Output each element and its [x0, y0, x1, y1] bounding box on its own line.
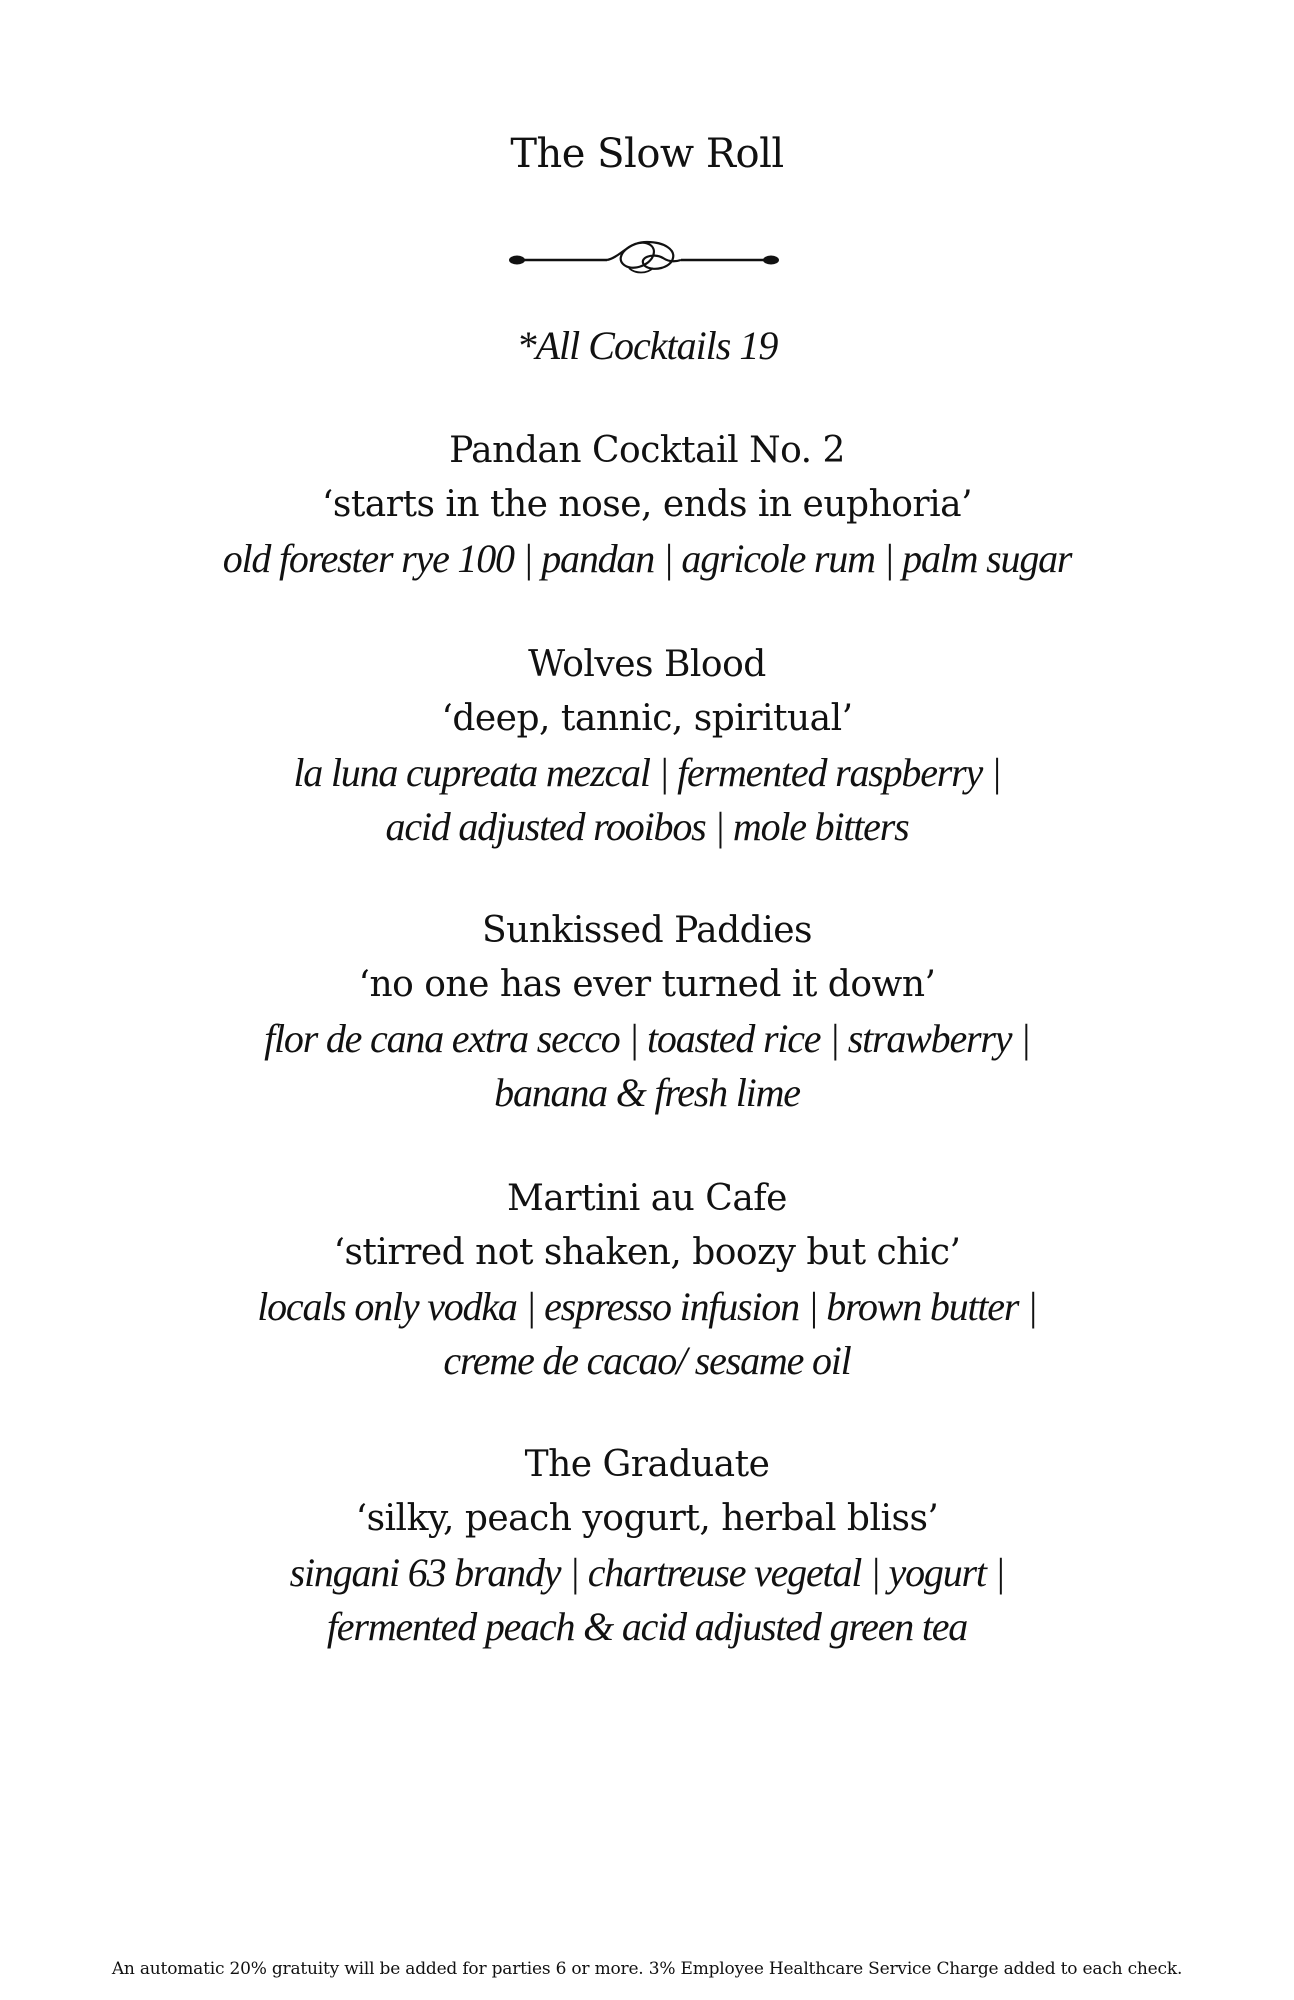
cocktail-ingredients: la luna cupreata mezcal | fermented raspberry | [293, 750, 1001, 795]
cocktail-name: Martini au Cafe [507, 1178, 787, 1219]
cocktail-tagline: ‘no one has ever turned it down’ [358, 964, 936, 1005]
cocktail-tagline: ‘deep, tannic, spiritual’ [441, 698, 853, 739]
price-note: *All Cocktails 19 [516, 323, 778, 368]
cocktail-ingredients: fermented peach & acid adjusted green tea [326, 1604, 968, 1649]
cocktail-ingredients: flor de cana extra secco | toasted rice | strawberry | [264, 1016, 1030, 1061]
cocktail-ingredients: locals only vodka | espresso infusion | brown butter | [257, 1284, 1037, 1329]
cocktail-ingredients: old forester rye 100 | pandan | agricole rum | palm sugar [222, 536, 1072, 581]
cocktail-ingredients: singani 63 brandy | chartreuse vegetal | yogurt | [289, 1550, 1005, 1595]
cocktail-ingredients: creme de cacao/ sesame oil [443, 1338, 851, 1383]
cocktail-tagline: ‘starts in the nose, ends in euphoria’ [321, 484, 973, 525]
cocktail-tagline: ‘silky, peach yogurt, herbal bliss’ [355, 1498, 939, 1539]
cocktail-ingredients: banana & fresh lime [494, 1070, 800, 1115]
menu-item [0, 424, 1294, 586]
menu-item [0, 638, 1294, 854]
cocktail-tagline: ‘stirred not shaken, boozy but chic’ [333, 1232, 961, 1273]
cocktail-name: The Graduate [524, 1444, 770, 1485]
cocktail-name: Wolves Blood [528, 644, 766, 685]
menu-item [0, 1172, 1294, 1388]
menu-title: The Slow Roll [510, 131, 784, 177]
cocktail-ingredients: acid adjusted rooibos | mole bitters [385, 804, 909, 849]
cocktail-name: Pandan Cocktail No. 2 [449, 430, 845, 471]
ornamental-divider-icon [507, 228, 781, 288]
footer-note: An automatic 20% gratuity will be added for parties 6 or more. 3% Employee Healthcare Service Charge added to each check. [111, 1959, 1183, 1979]
cocktail-name: Sunkissed Paddies [481, 910, 813, 951]
menu-item [0, 904, 1294, 1120]
menu-item [0, 1438, 1294, 1654]
